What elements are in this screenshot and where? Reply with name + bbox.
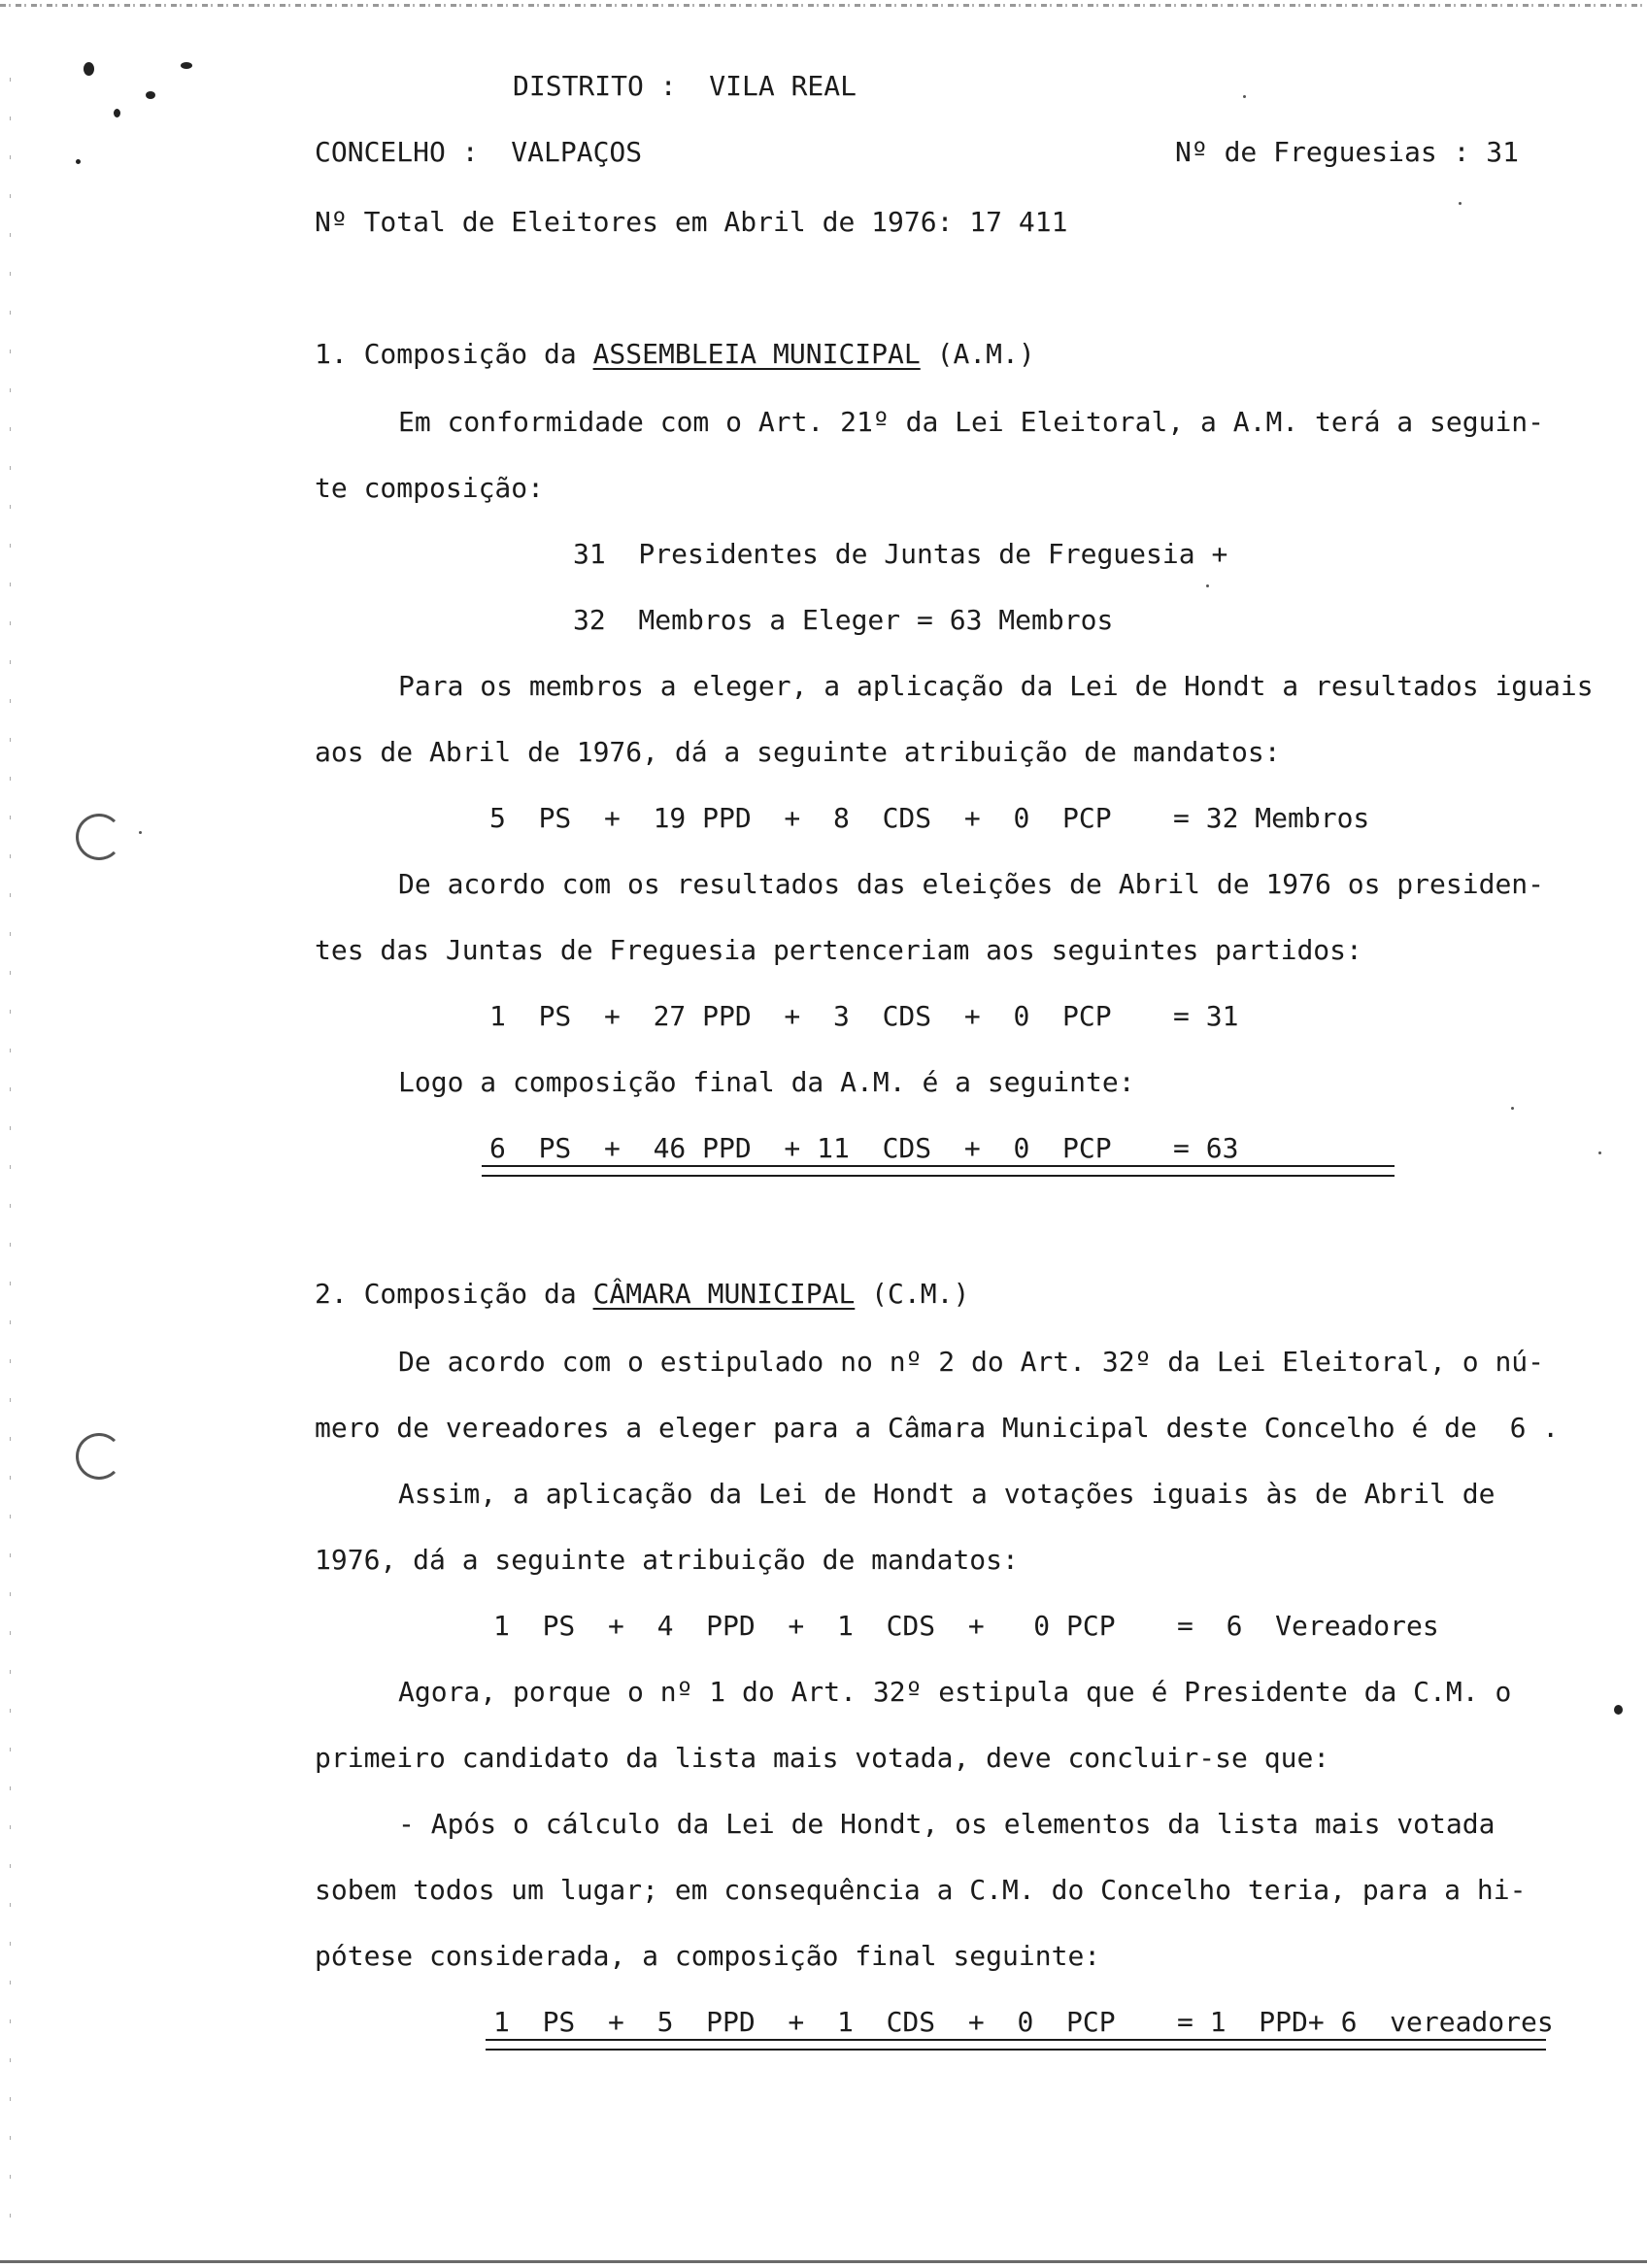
section1-final-equation-total: = 63 [1173,1132,1239,1164]
punch-hole-mark [76,814,122,860]
scan-edge-left [10,78,11,2252]
section1-heading [315,338,1035,371]
section2-paragraph-4-line-2: sobem todos um lugar; em consequência a C.M. do Concelho teria, para a hi- [315,1874,1527,1906]
section1-final-rule-upper [482,1165,1395,1167]
section2-heading-prefix: 2. Composição da [315,1278,593,1310]
ink-blot [181,62,192,69]
section2-paragraph-1-line-1: De acordo com o estipulado no nº 2 do Art. 32º da Lei Eleitoral, o nú- [398,1346,1545,1378]
section2-final-rule-lower [486,2049,1546,2051]
section2-equation-1: 1 PS + 4 PPD + 1 CDS + 0 PCP [493,1610,1116,1642]
header-distrito: DISTRITO : VILA REAL [513,70,857,102]
header-concelho: CONCELHO : VALPAÇOS [315,136,643,168]
section1-paragraph-3-line-1: De acordo com os resultados das eleições de Abril de 1976 os presiden- [398,868,1545,900]
speck [1243,95,1246,98]
header-eleitores: Nº Total de Eleitores em Abril de 1976: 17 411 [315,206,1068,238]
ink-blot [84,62,94,76]
header-freguesias: Nº de Freguesias : 31 [1175,136,1520,168]
section1-final-rule-lower [482,1175,1395,1177]
section1-paragraph-4: Logo a composição final da A.M. é a seguinte: [398,1066,1135,1098]
section2-paragraph-2-line-1: Assim, a aplicação da Lei de Hondt a votações iguais às de Abril de [398,1478,1496,1510]
speck [1511,1107,1514,1110]
ink-blot [146,91,155,99]
section2-paragraph-3-line-2: primeiro candidato da lista mais votada, deve concluir-se que: [315,1742,1330,1774]
section2-equation-1-total: = 6 Vereadores [1177,1610,1439,1642]
punch-hole-mark [76,1433,122,1480]
section1-heading-suffix: (A.M.) [920,338,1035,370]
section2-final-equation-total: = 1 PPD+ 6 vereadores [1177,2006,1554,2038]
speck [139,831,142,834]
section1-paragraph-2-line-2: aos de Abril de 1976, dá a seguinte atribuição de mandatos: [315,736,1281,768]
section2-final-equation: 1 PS + 5 PPD + 1 CDS + 0 PCP [493,2006,1116,2038]
scan-edge-top [0,4,1647,7]
section1-composition-line-2: 32 Membros a Eleger = 63 Membros [573,604,1114,636]
section2-paragraph-3-line-1: Agora, porque o nº 1 do Art. 32º estipula que é Presidente da C.M. o [398,1676,1512,1708]
ink-blot [1614,1705,1623,1715]
section1-equation-1: 5 PS + 19 PPD + 8 CDS + 0 PCP [489,802,1112,834]
section1-paragraph-1-line-1: Em conformidade com o Art. 21º da Lei Eleitoral, a A.M. terá a seguin- [398,406,1545,438]
section2-paragraph-1-line-2: mero de vereadores a eleger para a Câmara Municipal deste Concelho é de 6 . [315,1412,1560,1444]
section2-heading [315,1278,969,1311]
section1-equation-2: 1 PS + 27 PPD + 3 CDS + 0 PCP [489,1000,1112,1032]
section1-equation-2-total: = 31 [1173,1000,1239,1032]
section2-heading-suffix: (C.M.) [855,1278,970,1310]
ink-blot [76,159,81,164]
speck [1598,1151,1601,1154]
section1-equation-1-total: = 32 Membros [1173,802,1370,834]
section2-paragraph-2-line-2: 1976, dá a seguinte atribuição de mandatos: [315,1544,1019,1576]
section2-final-rule-upper [486,2039,1546,2041]
section2-heading-title: CÂMARA MUNICIPAL [592,1278,856,1310]
section1-composition-line-1: 31 Presidentes de Juntas de Freguesia + [573,538,1228,570]
section1-final-equation: 6 PS + 46 PPD + 11 CDS + 0 PCP [489,1132,1112,1164]
section2-paragraph-4-line-1: - Após o cálculo da Lei de Hondt, os elementos da lista mais votada [398,1808,1496,1840]
speck [1459,202,1462,205]
section1-heading-prefix: 1. Composição da [315,338,593,370]
scan-edge-bottom [0,2260,1647,2263]
speck [1206,584,1209,587]
section1-paragraph-1-line-2: te composição: [315,472,545,504]
section1-heading-title: ASSEMBLEIA MUNICIPAL [592,338,921,370]
section1-paragraph-2-line-1: Para os membros a eleger, a aplicação da Lei de Hondt a resultados iguais [398,670,1594,702]
section2-paragraph-4-line-3: pótese considerada, a composição final seguinte: [315,1940,1101,1972]
ink-blot [114,109,120,117]
section1-paragraph-3-line-2: tes das Juntas de Freguesia pertenceriam aos seguintes partidos: [315,934,1362,966]
